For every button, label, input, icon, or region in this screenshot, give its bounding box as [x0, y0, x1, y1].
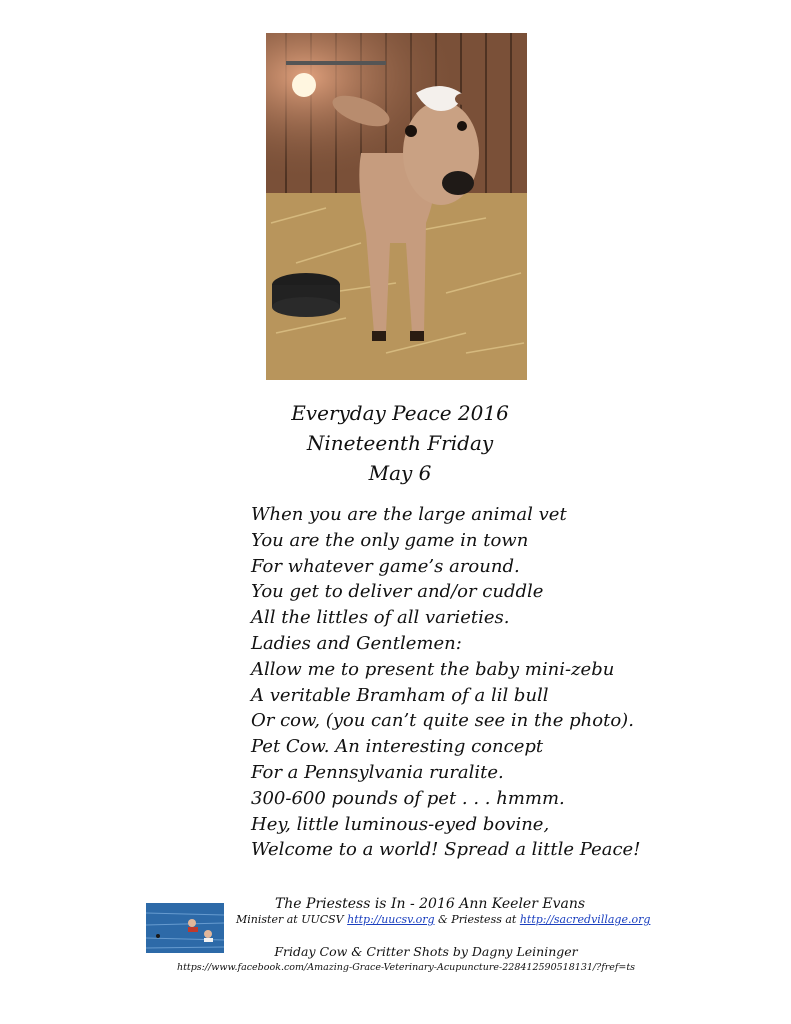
poem-line: You get to deliver and/or cuddle [251, 581, 544, 603]
poem-line: Ladies and Gentlemen: [251, 632, 462, 654]
poem-line: When you are the large animal vet [251, 504, 567, 525]
title-line-3: May 6 [368, 461, 432, 485]
title-line-2: Nineteenth Friday [306, 431, 494, 455]
poem-line: Hey, little luminous-eyed bovine, [251, 813, 550, 835]
poem-line: A veritable Bramham of a lil bull [251, 684, 549, 706]
poem-body [251, 502, 671, 863]
poem-line: For whatever game’s around. [251, 555, 520, 577]
poem-line: Pet Cow. An interesting concept [251, 736, 544, 758]
poem-title [250, 398, 550, 488]
photo-credit: Friday Cow & Critter Shots by Dagny Leininger [274, 944, 578, 959]
minister-credit [236, 913, 651, 926]
poem-line: Welcome to a world! Spread a little Peace! [251, 839, 641, 861]
minister-prefix: Minister at UUCSV [236, 913, 348, 926]
poem-line: 300-600 pounds of pet . . . hmmm. [251, 787, 565, 809]
calf-photo-drawing [266, 33, 527, 380]
poem-line: All the littles of all varieties. [251, 607, 510, 629]
sacredvillage-link[interactable]: http://sacredvillage.org [519, 913, 651, 926]
poem-line: Allow me to present the baby mini-zebu [251, 658, 615, 680]
poem-line: Or cow, (you can’t quite see in the photo). [251, 710, 634, 732]
priestess-credit: The Priestess is In - 2016 Ann Keeler Evans [274, 896, 586, 912]
facebook-url: https://www.facebook.com/Amazing-Grace-Veterinary-Acupuncture-228412590518131/?fref=ts [176, 962, 636, 973]
priestess-prefix: & Priestess at [434, 913, 520, 926]
calf-photo [266, 33, 527, 380]
title-line-1: Everyday Peace 2016 [291, 401, 509, 425]
poem-line: For a Pennsylvania ruralite. [251, 761, 504, 783]
uucsv-link[interactable]: http://uucsv.org [347, 913, 435, 926]
poem-line: You are the only game in town [251, 529, 529, 551]
